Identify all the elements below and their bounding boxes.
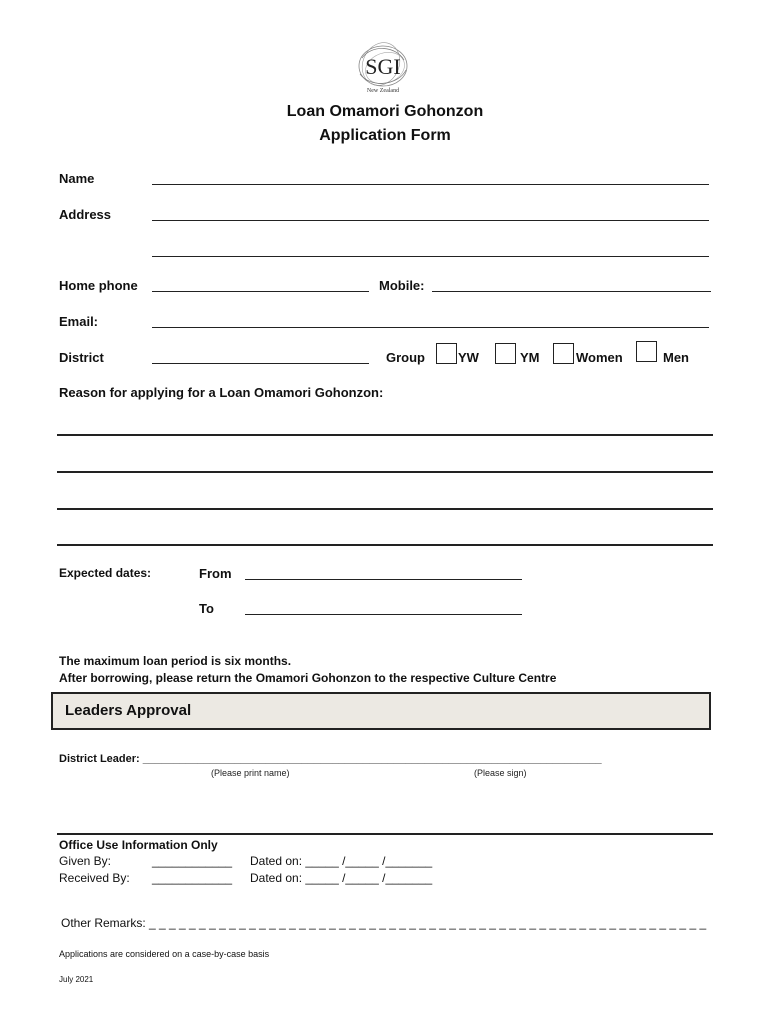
reason-field-line3[interactable] [57, 508, 713, 510]
reason-field-line4[interactable] [57, 544, 713, 546]
address-field-line1[interactable] [152, 220, 709, 221]
email-field[interactable] [152, 327, 709, 328]
logo-text: SGI [365, 54, 401, 79]
district-label: District [59, 350, 104, 365]
received-by-label: Received By: [59, 871, 130, 885]
given-by-label: Given By: [59, 854, 112, 868]
group-label: Group [386, 350, 425, 365]
group-option-men: Men [663, 350, 689, 365]
name-label: Name [59, 171, 95, 186]
form-title-line2: Application Form [319, 127, 451, 144]
sgi-logo [348, 40, 418, 100]
group-option-women: Women [576, 350, 623, 365]
email-label: Email: [59, 314, 99, 329]
group-option-ym: YM [520, 350, 540, 365]
to-date-field[interactable] [245, 614, 522, 615]
form-date: July 2021 [59, 975, 94, 984]
mobile-field[interactable] [432, 291, 711, 292]
max-period-note: The maximum loan period is six months. [59, 654, 292, 668]
form-title-line1: Loan Omamori Gohonzon [286, 103, 484, 120]
mobile-label: Mobile: [379, 278, 425, 293]
group-checkbox-men[interactable] [636, 341, 657, 362]
district-leader-field[interactable]: District Leader: ___________________________________________________________________________ [59, 753, 602, 765]
given-by-field[interactable]: ____________ [152, 854, 233, 868]
expected-dates-label: Expected dates: [59, 566, 152, 580]
address-field-line2[interactable] [152, 256, 709, 257]
return-note: After borrowing, please return the Omamori Gohonzon to the respective Culture Centre [59, 671, 557, 685]
office-use-heading: Office Use Information Only [59, 838, 218, 852]
leaders-approval-heading: Leaders Approval [65, 702, 192, 719]
leaders-approval-header [51, 692, 711, 730]
received-by-field[interactable]: ____________ [152, 871, 233, 885]
name-field[interactable] [152, 184, 709, 185]
given-by-dated-on[interactable]: Dated on: _____ /_____ /_______ [250, 854, 433, 868]
office-divider [57, 833, 713, 835]
from-date-field[interactable] [245, 579, 522, 580]
case-basis-note: Applications are considered on a case-by-case basis [59, 949, 270, 959]
home-phone-field[interactable] [152, 291, 369, 292]
group-option-yw: YW [458, 350, 479, 365]
received-by-dated-on[interactable]: Dated on: _____ /_____ /_______ [250, 871, 433, 885]
print-name-hint: (Please print name) [211, 768, 290, 778]
reason-field-line1[interactable] [57, 434, 713, 436]
address-label: Address [59, 207, 112, 222]
sign-hint: (Please sign) [474, 768, 527, 778]
to-label: To [199, 601, 214, 616]
group-checkbox-ym[interactable] [495, 343, 516, 364]
district-field[interactable] [152, 363, 369, 364]
group-checkbox-yw[interactable] [436, 343, 457, 364]
home-phone-label: Home phone [59, 278, 138, 293]
reason-label: Reason for applying for a Loan Omamori Gohonzon: [59, 385, 384, 400]
from-label: From [199, 566, 232, 581]
other-remarks-field[interactable]: Other Remarks: _ _ _ _ _ _ _ _ _ _ _ _ _ _ _ _ _ _ _ _ _ _ _ _ _ _ _ _ _ _ _ _ _ _ _ _ _ _ _ _ _ _ _ _ _ _ _ _ _ _ _ _ _ _ _ _ [61, 916, 707, 930]
group-checkbox-women[interactable] [553, 343, 574, 364]
reason-field-line2[interactable] [57, 471, 713, 473]
logo-subtext: New Zealand [366, 88, 400, 94]
